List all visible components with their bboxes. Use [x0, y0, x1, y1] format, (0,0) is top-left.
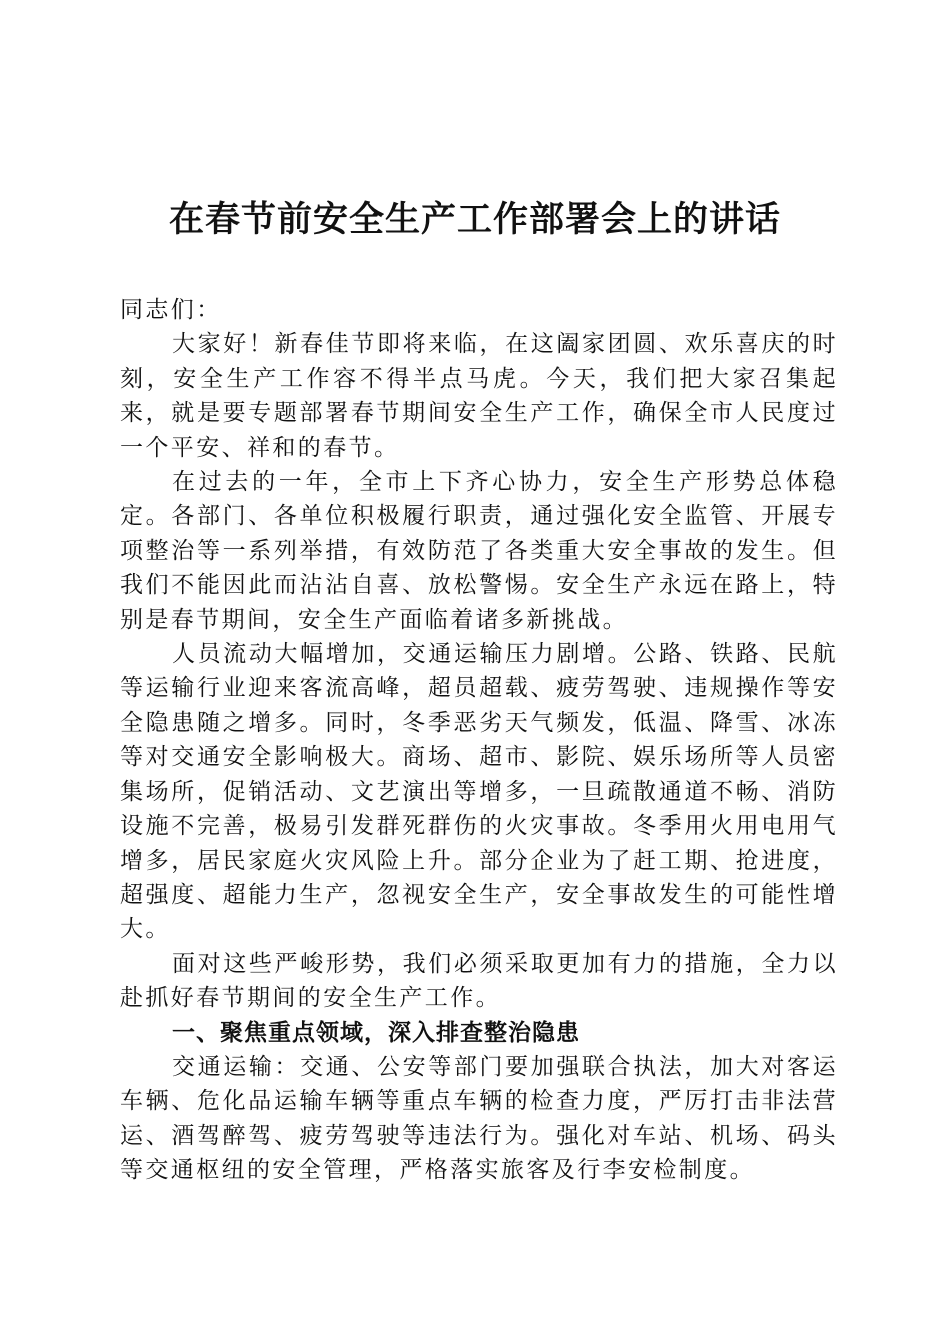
- paragraph-opening: 大家好！新春佳节即将来临，在这阖家团圆、欢乐喜庆的时刻，安全生产工作容不得半点马虎。今天，我们把大家召集起来，就是要专题部署春节期间安全生产工作，确保全市人民度过一个平安、祥和的春节。: [120, 331, 838, 461]
- paragraph-transport: 交通运输：交通、公安等部门要加强联合执法，加大对客运车辆、危化品运输车辆等重点车辆的检查力度，严厉打击非法营运、酒驾醉驾、疲劳驾驶等违法行为。强化对车站、机场、码头等交通枢纽的安全管理，严格落实旅客及行李安检制度。: [120, 1053, 838, 1184]
- document-title: 在春节前安全生产工作部署会上的讲话: [168, 199, 781, 240]
- salutation: 同志们：: [120, 297, 222, 323]
- paragraph-review: 在过去的一年，全市上下齐心协力，安全生产形势总体稳定。各部门、各单位积极履行职责，通过强化安全监管、开展专项整治等一系列举措，有效防范了各类重大安全事故的发生。但我们不能因此而沾沾自喜、放松警惕。安全生产永远在路上，特别是春节期间，安全生产面临着诸多新挑战。: [120, 469, 838, 633]
- paragraph-call-to-action: 面对这些严峻形势，我们必须采取更加有力的措施，全力以赴抓好春节期间的安全生产工作。: [120, 950, 838, 1012]
- section-heading: 一、聚焦重点领域，深入排查整治隐患: [172, 1019, 580, 1046]
- paragraph-challenges: 人员流动大幅增加，交通运输压力剧增。公路、铁路、民航等运输行业迎来客流高峰，超员超载、疲劳驾驶、违规操作等安全隐患随之增多。同时，冬季恶劣天气频发，低温、降雪、冰冻等对交通安全影响极大。商场、超市、影院、娱乐场所等人员密集场所，促销活动、文艺演出等增多，一旦疏散通道不畅、消防设施不完善，极易引发群死群伤的火灾事故。冬季用火用电用气增多，居民家庭火灾风险上升。部分企业为了赶工期、抢进度，超强度、超能力生产，忽视安全生产，安全事故发生的可能性增大。: [120, 641, 838, 943]
- document-body: [120, 293, 838, 1188]
